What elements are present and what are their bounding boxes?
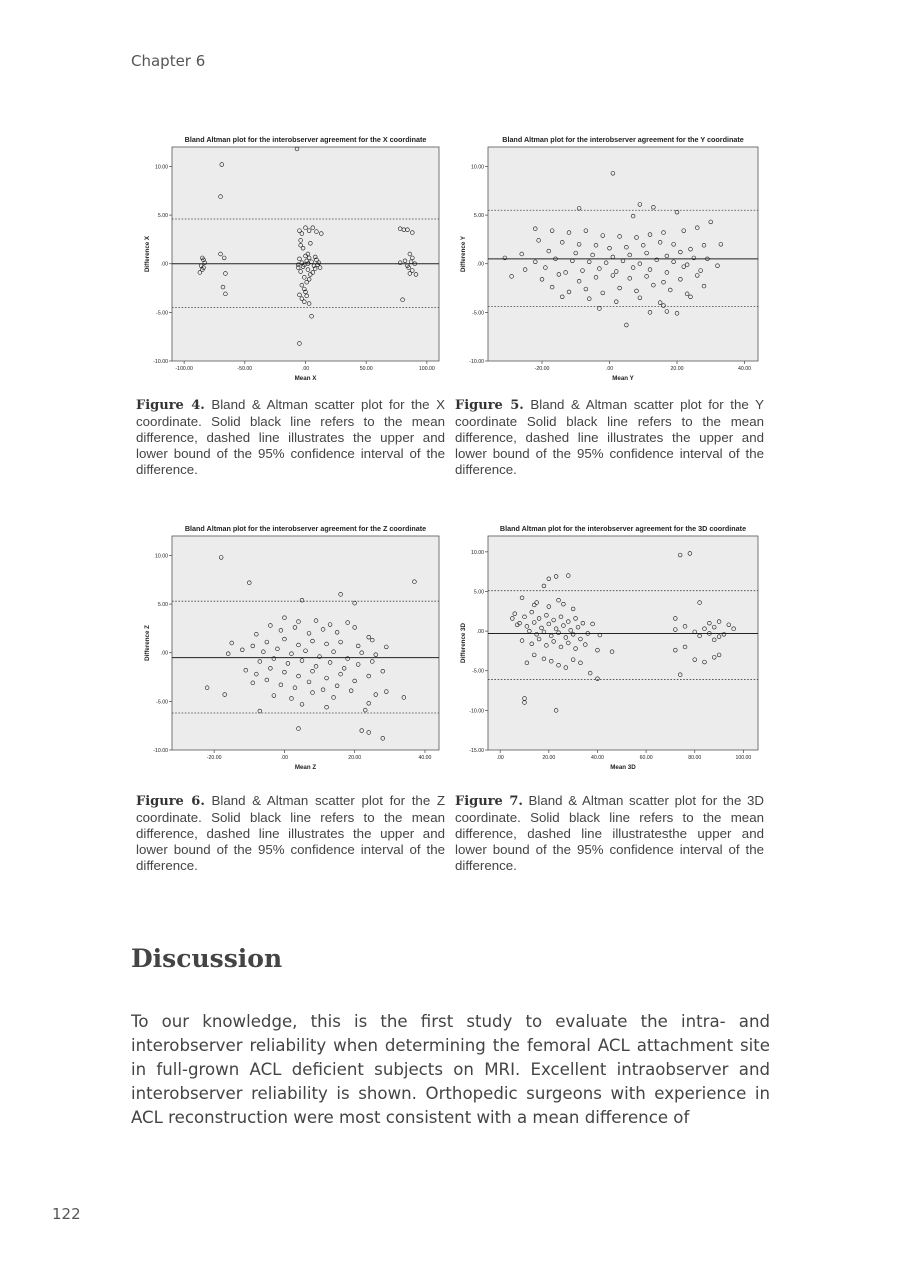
- figure-7-caption: [455, 793, 764, 874]
- y-axis-label: Difference X: [144, 235, 151, 273]
- x-tick-label: .00: [496, 755, 504, 761]
- figure-7-caption-label: Figure 7.: [455, 794, 523, 809]
- discussion-paragraph: To our knowledge, this is the first study to evaluate the intra- and interobserver reliability when determining the femoral ACL attachment site in full-grown ACL deficient subjects on MRI. Excellent intraobserver and interobserver reliability is shown. Orthopedic surgeons with experience in ACL reconstruction were most consistent with a mean difference of: [131, 1012, 770, 1127]
- figure-7-chart: [456, 522, 762, 774]
- figure-4-chart: [140, 133, 443, 385]
- y-tick-label: -15.00: [469, 748, 484, 754]
- y-axis-label: Difference Z: [144, 625, 151, 661]
- x-tick-label: 60.00: [639, 755, 653, 761]
- figure-7-caption-text: Bland & Altman scatter plot for the 3D coordinate. Solid black line refers to the mean difference, dashed line illustratesthe upper and lower bound of the 95% confidence interval of the difference.: [455, 793, 764, 873]
- figure-6-caption-text: Bland & Altman scatter plot for the Z coordinate. Solid black line refers to the mean difference, dashed line illustrates the upper and lower bound of the 95% confidence interval of the difference.: [136, 793, 445, 873]
- y-tick-label: 10.00: [155, 164, 168, 171]
- y-tick-label: -5.00: [472, 668, 484, 675]
- figure-5-caption-label: Figure 5.: [455, 398, 524, 413]
- figure-5-chart: [456, 133, 762, 385]
- x-tick-label: -20.00: [206, 755, 222, 761]
- x-tick-label: 40.00: [590, 755, 604, 761]
- y-tick-label: 10.00: [471, 164, 484, 171]
- y-tick-label: 10.00: [471, 549, 484, 556]
- y-tick-label: 10.00: [155, 553, 168, 560]
- x-axis-label: Mean X: [294, 375, 317, 382]
- figure-4-caption-label: Figure 4.: [136, 398, 205, 413]
- x-tick-label: -100.00: [175, 366, 193, 372]
- plot-area: [172, 536, 439, 750]
- x-tick-label: 20.00: [348, 755, 362, 761]
- y-tick-label: 5.00: [473, 589, 484, 596]
- figure-5-caption-text: Bland & Altman scatter plot for the Y coordinate Solid black line refers to the mean difference, dashed line illustrates the upper and lower bound of the 95% confidence interval of the difference.: [455, 397, 764, 477]
- figure-4-caption: [136, 397, 445, 478]
- x-tick-label: 100.00: [418, 366, 435, 372]
- y-tick-label: -5.00: [472, 310, 484, 317]
- figure-5-svg: [456, 133, 762, 385]
- y-tick-label: .00: [476, 261, 484, 268]
- figure-4-caption-text: Bland & Altman scatter plot for the X coordinate. Solid black line refers to the mean difference, dashed line illustrates the upper and lower bound of the 95% confidence interval of the difference.: [136, 397, 445, 477]
- chart-title: Bland Altman plot for the interobserver agreement for the Z coordinate: [184, 524, 427, 533]
- x-tick-label: .00: [605, 366, 614, 372]
- y-tick-label: .00: [160, 261, 168, 268]
- running-head: Chapter 6: [131, 52, 206, 70]
- figure-6-svg: [140, 522, 443, 774]
- figure-6-caption: [136, 793, 445, 874]
- y-tick-label: -5.00: [156, 699, 168, 706]
- x-tick-label: 50.00: [359, 366, 373, 372]
- figure-7-svg: [456, 522, 762, 774]
- figure-6-caption-label: Figure 6.: [136, 794, 205, 809]
- page-number: 122: [52, 1205, 81, 1223]
- x-tick-label: 40.00: [738, 366, 751, 372]
- plot-area: [488, 536, 758, 750]
- x-tick-label: .00: [280, 755, 289, 761]
- x-axis-label: Mean Z: [294, 764, 317, 771]
- chart-title: Bland Altman plot for the interobserver agreement for the 3D coordinate: [499, 524, 747, 533]
- figure-5-caption: [455, 397, 764, 478]
- plot-area: [488, 147, 758, 361]
- y-tick-label: -10.00: [469, 359, 484, 365]
- x-tick-label: -50.00: [237, 366, 253, 372]
- y-tick-label: .00: [160, 650, 168, 657]
- chart-title: Bland Altman plot for the interobserver agreement for the X coordinate: [184, 135, 427, 144]
- y-tick-label: 5.00: [473, 213, 484, 220]
- y-tick-label: 5.00: [157, 602, 168, 609]
- x-axis-label: Mean 3D: [610, 764, 636, 771]
- y-tick-label: .00: [476, 629, 484, 636]
- x-tick-label: 40.00: [418, 755, 432, 761]
- x-axis-label: Mean Y: [612, 375, 634, 382]
- x-tick-label: 20.00: [542, 755, 556, 761]
- x-tick-label: 100.00: [735, 755, 752, 761]
- chart-title: Bland Altman plot for the interobserver agreement for the Y coordinate: [502, 135, 744, 144]
- x-tick-label: -20.00: [534, 366, 550, 372]
- y-tick-label: 5.00: [157, 213, 168, 220]
- y-tick-label: -10.00: [153, 359, 168, 365]
- x-tick-label: .00: [301, 366, 310, 372]
- x-tick-label: 80.00: [688, 755, 702, 761]
- figure-6-chart: [140, 522, 443, 774]
- y-axis-label: Difference 3D: [460, 623, 467, 663]
- x-tick-label: 20.00: [670, 366, 684, 372]
- discussion-heading: Discussion: [131, 944, 283, 973]
- y-tick-label: -10.00: [153, 748, 168, 754]
- y-tick-label: -10.00: [469, 708, 484, 715]
- figure-4-svg: [140, 133, 443, 385]
- y-axis-label: Difference Y: [460, 236, 467, 272]
- y-tick-label: -5.00: [156, 310, 168, 317]
